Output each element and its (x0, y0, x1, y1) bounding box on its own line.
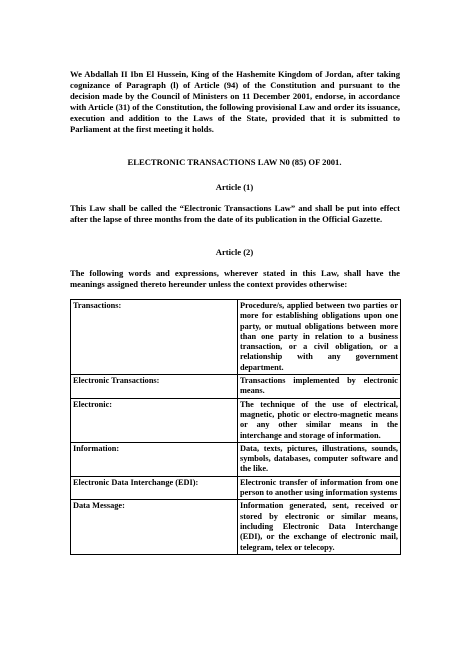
definition-text: Transactions implemented by electronic means. (238, 375, 401, 399)
definition-term: Transactions: (71, 300, 238, 375)
table-row (71, 500, 401, 554)
table-row (71, 375, 401, 399)
definition-text: Information generated, sent, received or stored by electronic or similar means, including Electronic Data Interchange (EDI), or the exchange of electronic mail, telegram, telex or telecopy. (238, 500, 401, 554)
definition-text: Procedure/s, applied between two parties or more for establishing obligations upon one party, or mutual obligations between more than one party in relation to a business transaction, or a civil obligation, or a relationship with any government department. (238, 300, 401, 375)
article-2-heading: Article (2) (215, 247, 254, 257)
definition-text: The technique of the use of electrical, magnetic, photic or electro-magnetic means or any other similar means in the interchange and storage of information. (238, 398, 401, 442)
article-2-text: The following words and expressions, wherever stated in this Law, shall have the meanings assigned thereto hereunder unless the context provides otherwise: (70, 268, 400, 289)
table-row (71, 476, 401, 500)
definition-text: Data, texts, pictures, illustrations, sounds, symbols, databases, computer software and the like. (238, 442, 401, 476)
article-1-text: This Law shall be called the “Electronic Transactions Law” and shall be put into effect after the lapse of three months from the date of its publication in the Official Gazette. (70, 203, 400, 224)
definition-term: Data Message: (71, 500, 238, 554)
table-row (71, 300, 401, 375)
definition-text: Electronic transfer of information from one person to another using information systems (238, 476, 401, 500)
article-1-heading: Article (1) (215, 182, 254, 192)
definitions-table (70, 299, 401, 555)
preamble-paragraph: We Abdallah II Ibn El Hussein, King of the Hashemite Kingdom of Jordan, after taking cognizance of Paragraph (l) of Article (94) of the Constitution and pursuant to the decision made by the Council of Ministers on 11 December 2001, endorse, in accordance with Article (31) of the Constitution, the following provisional Law and order its issuance, execution and addition to the Laws of the State, provided that it is submitted to Parliament at the first meeting it holds. (70, 69, 400, 134)
definition-term: Electronic Transactions: (71, 375, 238, 399)
law-title: ELECTRONIC TRANSACTIONS LAW N0 (85) OF 2001. (127, 157, 342, 167)
table-row (71, 398, 401, 442)
table-row (71, 442, 401, 476)
definition-term: Information: (71, 442, 238, 476)
definition-term: Electronic Data Interchange (EDI): (71, 476, 238, 500)
definition-term: Electronic: (71, 398, 238, 442)
